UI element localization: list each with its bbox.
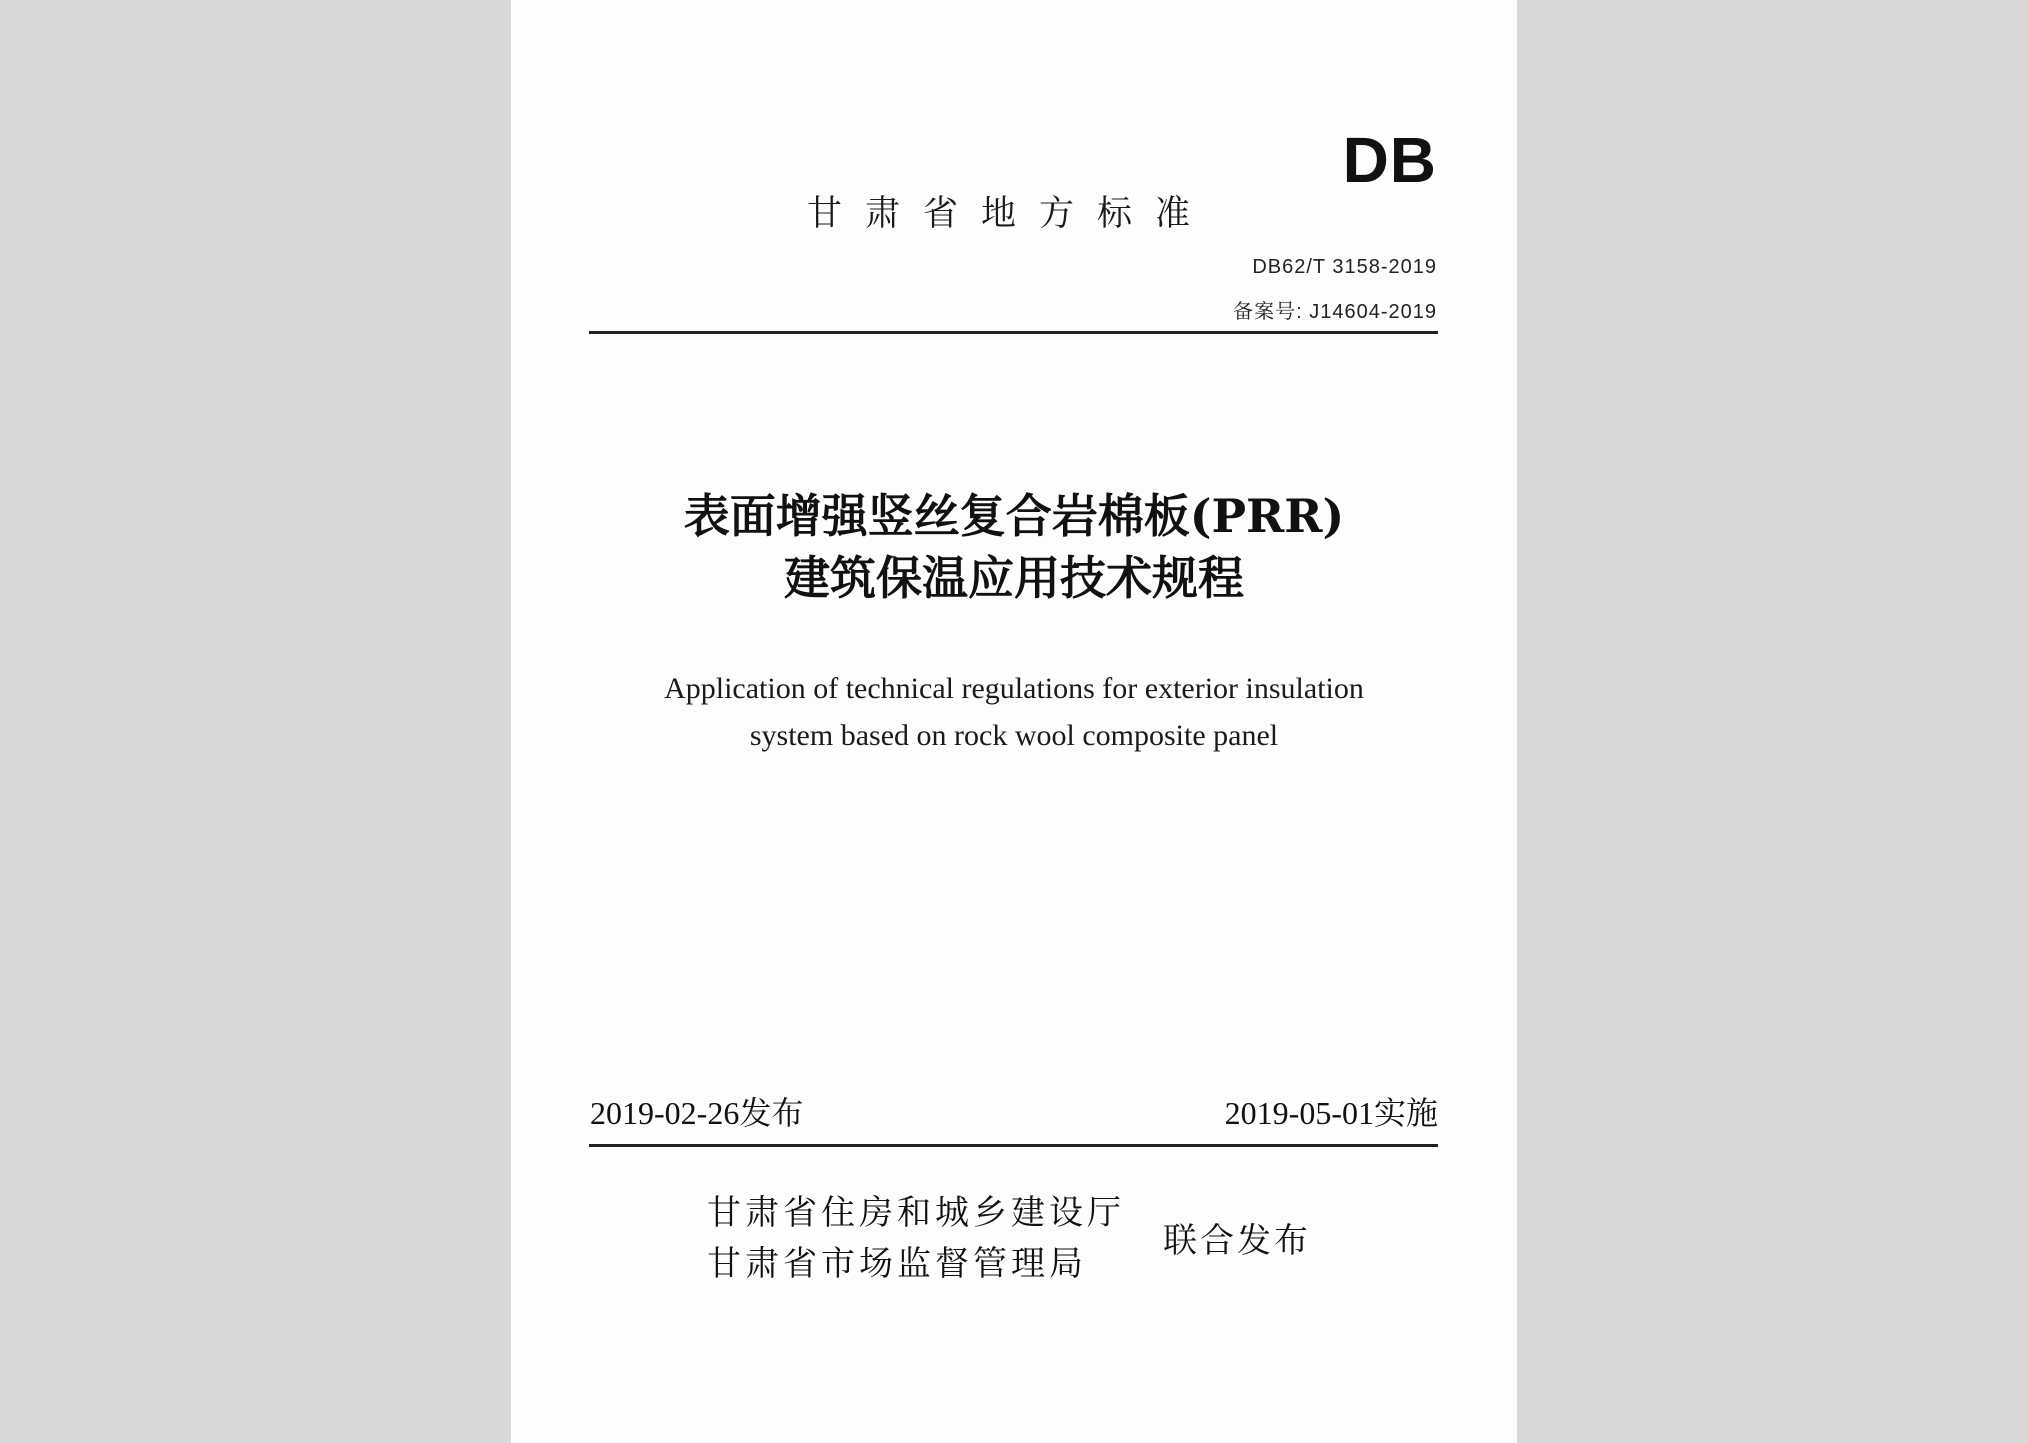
title-chinese-line-1: 表面增强竖丝复合岩棉板(PRR) <box>683 489 1345 543</box>
title-english-line-2: system based on rock wool composite panel <box>749 719 1279 752</box>
implementation-date: 2019-05-01实施 <box>1224 1095 1438 1131</box>
issuer-market-regulation: 甘肃省市场监督管理局 <box>707 1244 1087 1284</box>
issuer-housing-department: 甘肃省住房和城乡建设厅 <box>707 1193 1125 1233</box>
joint-release-label: 联合发布 <box>1163 1221 1311 1261</box>
footer-divider <box>589 1144 1438 1147</box>
standard-code: DB62/T 3158-2019 <box>1252 256 1437 278</box>
standard-type: 甘肃省地方标准 <box>807 194 1214 234</box>
record-number: 备案号: J14604-2019 <box>1233 301 1437 323</box>
document-page <box>511 0 1517 1443</box>
db-logo: DB <box>1342 124 1437 196</box>
header-divider <box>589 331 1438 334</box>
issue-date: 2019-02-26发布 <box>590 1095 804 1131</box>
title-chinese-line-2: 建筑保温应用技术规程 <box>784 551 1244 605</box>
title-english-line-1: Application of technical regulations for exterior insulation <box>664 672 1364 705</box>
